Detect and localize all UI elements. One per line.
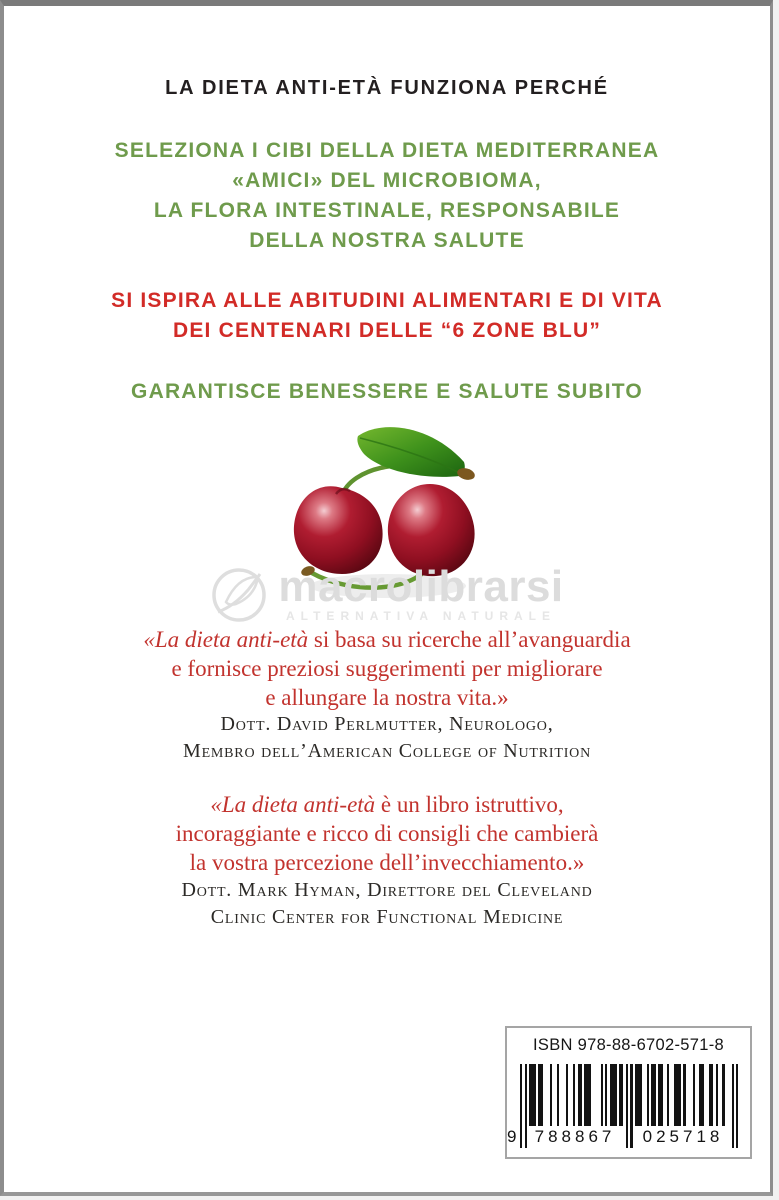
quote-book-title: «La dieta anti-età: [143, 627, 309, 652]
benefit-blue-zones: [4, 286, 770, 346]
quote-hyman-attribution: [4, 877, 770, 931]
quote-line: [4, 625, 770, 654]
benefit-line: LA FLORA INTESTINALE, RESPONSABILE: [153, 199, 621, 222]
barcode-digit-group: 788867: [534, 1127, 616, 1146]
benefit-line: SI ISPIRA ALLE ABITUDINI ALIMENTARI E DI VITA: [111, 289, 663, 312]
barcode-digit-group: 025718: [642, 1127, 724, 1146]
quote-hyman: [4, 790, 770, 877]
quote-line: [4, 790, 770, 819]
benefit-line: «AMICI» DEL MICROBIOMA,: [232, 169, 542, 192]
benefit-line: DEI CENTENARI DELLE “6 ZONE BLU”: [172, 319, 602, 342]
isbn-label: ISBN 978-88-6702-571-8: [533, 1036, 724, 1054]
quote-text: è un libro istruttivo,: [375, 792, 564, 817]
benefit-wellness: [4, 377, 770, 407]
barcode-digits: [507, 1127, 739, 1149]
quote-line: la vostra percezione dell’invecchiamento.»: [189, 850, 585, 875]
benefit-line: DELLA NOSTRA SALUTE: [249, 229, 525, 252]
attribution-line: Dott. David Perlmutter, Neurologo,: [220, 713, 554, 735]
attribution-line: Clinic Center for Functional Medicine: [210, 906, 564, 928]
attribution-line: Membro dell’American College of Nutrition: [182, 740, 591, 762]
cherry-right: [388, 484, 475, 576]
watermark-brand: macrolibrarsi: [278, 562, 564, 611]
quote-line: e allungare la nostra vita.»: [265, 685, 509, 710]
benefit-line: SELEZIONA I CIBI DELLA DIETA MEDITERRANEA: [114, 139, 660, 162]
quote-line: e fornisce preziosi suggerimenti per migliorare: [171, 656, 603, 681]
attribution-line: Dott. Mark Hyman, Direttore del Cleveland: [181, 879, 593, 901]
watermark-tagline: ALTERNATIVA NATURALE: [286, 609, 556, 623]
benefit-mediterranean-diet: [4, 136, 770, 256]
page-title: LA DIETA ANTI-ETÀ FUNZIONA PERCHÉ: [165, 77, 609, 99]
barcode-box: [505, 1026, 752, 1159]
quote-book-title: «La dieta anti-età: [210, 792, 376, 817]
quote-perlmutter-attribution: [4, 711, 770, 765]
watermark-leaf-circle-icon: [210, 566, 268, 624]
cherries-image: [280, 422, 500, 607]
quote-text: si basa su ricerche all’avanguardia: [308, 627, 631, 652]
quote-line: incoraggiante e ricco di consigli che cambierà: [175, 821, 599, 846]
quote-perlmutter: [4, 625, 770, 712]
benefit-line: GARANTISCE BENESSERE E SALUTE SUBITO: [131, 380, 643, 403]
barcode-digit-group: 9: [507, 1127, 517, 1146]
cherry-left: [294, 486, 383, 574]
